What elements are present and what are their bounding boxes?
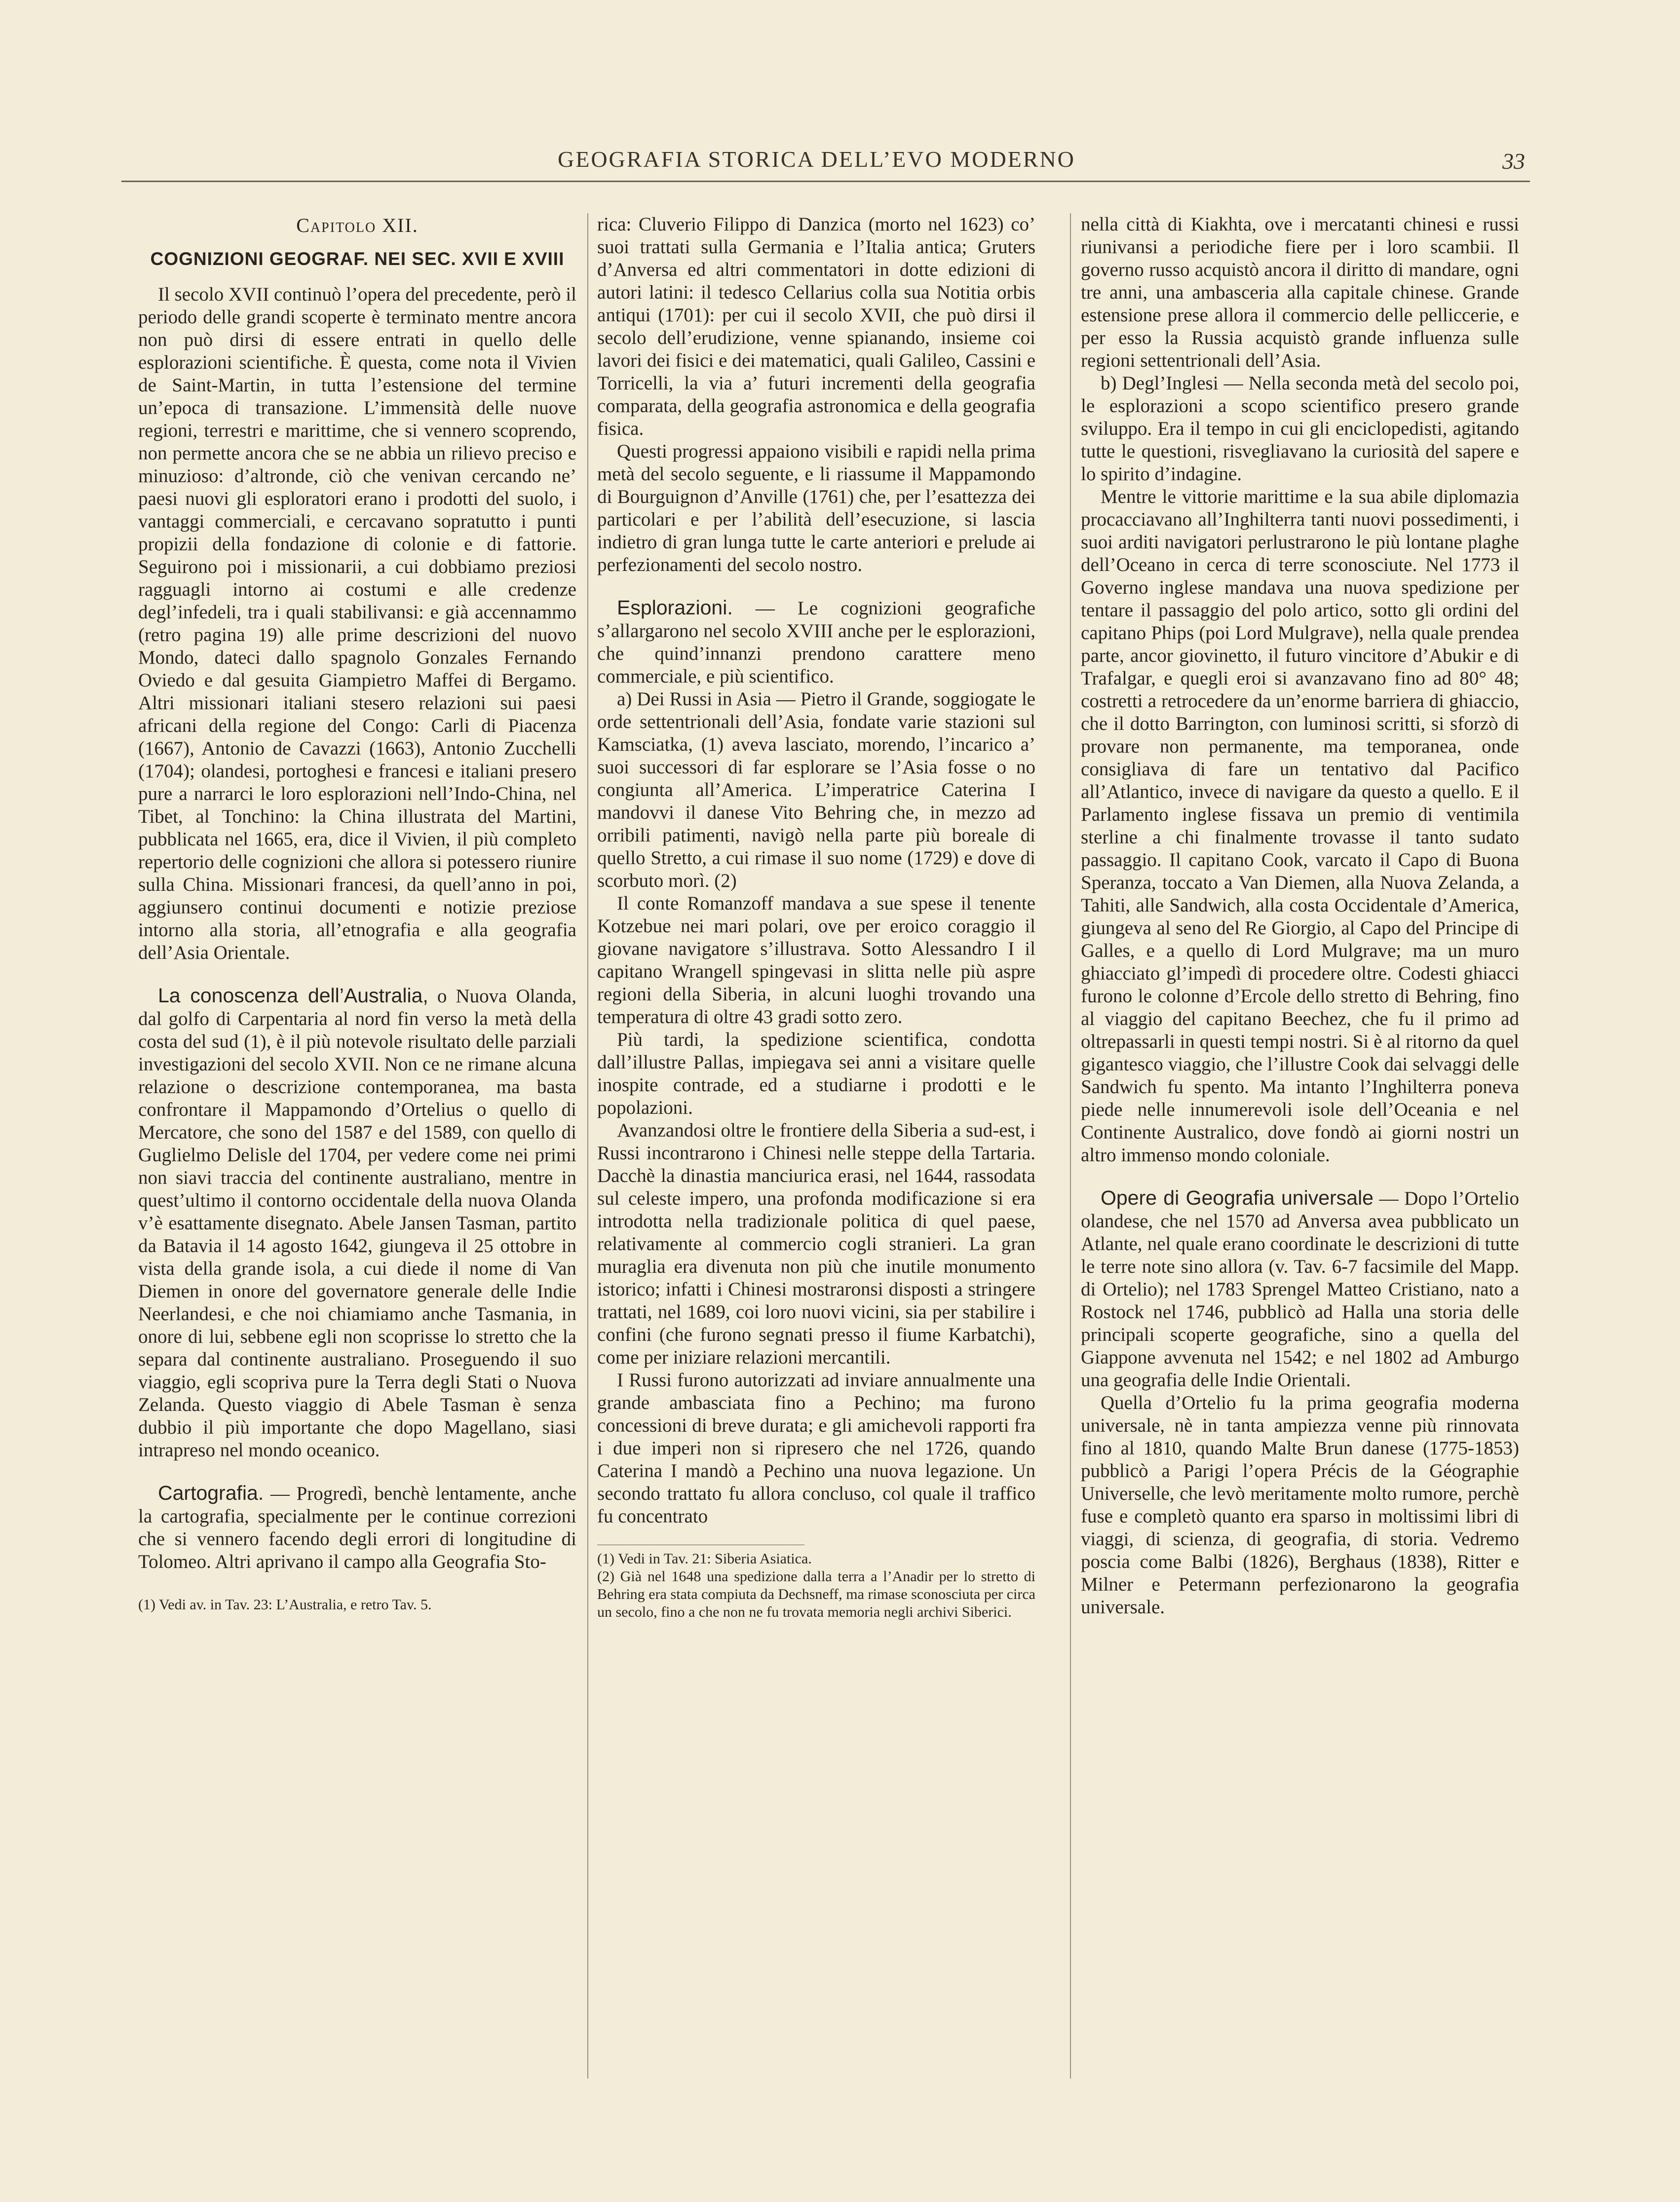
paragraph-text: — Progredì, benchè lentamente, anche la cartografia, specialmente per le continue correzioni che si vennero facendo degli errori di longitudine di Tolomeo. Altri aprivano il campo alla Geografia Sto- bbox=[138, 1483, 576, 1572]
paragraph-text: — Le cognizioni geografiche s’allargarono nel secolo XVIII anche per le esplorazioni, che quind’innanzi prendono carattere meno commerciale, e più scientifico. bbox=[597, 598, 1035, 687]
footnote: (1) Vedi av. in Tav. 23: L’Australia, e retro Tav. 5. bbox=[138, 1596, 432, 1613]
paragraph-opere bbox=[1081, 1186, 1519, 1392]
chapter-label: Capitolo XII. bbox=[296, 214, 419, 236]
footnote: (2) Già nel 1648 una spedizione dalla terra a l’Anadir per lo stretto di Behring era stata compiuta da Dechsneff, ma rimase sconosciuta per circa un secolo, fino a che non ne fu trovata memoria negli archivi Siberici. bbox=[597, 1568, 1035, 1620]
chapter-title: COGNIZIONI GEOGRAF. NEI SEC. XVII E XVIII bbox=[150, 249, 565, 269]
column-2 bbox=[597, 213, 1035, 2167]
paragraph: rica: Cluverio Filippo di Danzica (morto nel 1623) co’ suoi trattati sulla Germania e l’Italia antica; Gruters d’Anversa ed altri commentatori in dotte edizioni di autori latini: il tedesco Cellarius colla sua Notitia orbis antiqui (1701): per cui il secolo XVII, che può dirsi il secolo dell’erudizione, venne spianando, insieme coi lavori dei fisici e dei matematici, quali Galileo, Cassini e Torricelli, la via a’ futuri incrementi della geografia comparata, della geografia astronomica e della geografia fisica. bbox=[597, 214, 1035, 439]
paragraph: Quella d’Ortelio fu la prima geografia moderna universale, nè in tanta ampiezza venne più rinnovata fino al 1810, quando Malte Brun danese (1775-1853) pubblicò a Parigi l’opera Précis de la Géographie Universelle, che levò meritamente molto rumore, perchè fuse e completò quanto era sparso in moltissimi libri di viaggi, di scienza, di geografia, di storia. Vedremo poscia come Balbi (1826), Berghaus (1838), Ritter e Milner e Petermann perfezionarono la geografia universale. bbox=[1081, 1392, 1519, 1618]
page-number: 33 bbox=[1502, 149, 1525, 174]
column-divider bbox=[587, 213, 588, 2079]
paragraph: Il conte Romanzoff mandava a sue spese il tenente Kotzebue nei mari polari, ove per eroico coraggio il giovane navigatore s’illustrava. Sotto Alessandro I il capitano Wrangell spingevasi in slitta nelle più aspre regioni della Siberia, in alcuni luoghi trovando una temperatura di oltre 43 gradi sotto zero. bbox=[597, 893, 1035, 1027]
column-divider bbox=[1070, 213, 1071, 2079]
paragraph-esplorazioni bbox=[597, 596, 1035, 688]
paragraph: Mentre le vittorie marittime e la sua abile diplomazia procacciavano all’Inghilterra tanti nuovi possedimenti, i suoi arditi navigatori perlustrarono le più lontane plaghe dell’Oceano in cerca di terre sconosciute. Nel 1773 il Governo inglese mandava una nuova spedizione per tentare il passaggio del polo artico, sotto gli ordini del capitano Phips (poi Lord Mulgrave), nella quale prendea parte, ancor giovinetto, il futuro vincitore d’Abukir e di Trafalgar, e quegli eroi si avanzavano fino ad 80° 48; costretti a retrocedere da un’enorme barriera di ghiaccio, che il dotto Barrington, con luminosi scritti, si sforzò di provare non permanente, ma temporanea, onde consigliava di fare un tentativo dal Pacifico all’Atlantico, invece di navigare da questo a quello. E il Parlamento inglese fissava un premio di ventimila sterline a chi finalmente trovasse il tanto sudato passaggio. Il capitano Cook, varcato il Capo di Buona Speranza, toccato a Van Diemen, alla Nuova Zelanda, a Tahiti, alle Sandwich, alla costa Occidentale d’America, giungeva al seno del Re Giorgio, al Capo del Principe di Galles, e a quello di Lord Mulgrave; ma un muro ghiacciato gl’impedì di procedere oltre. Codesti ghiacci furono le colonne d’Ercole dello stretto di Behring, fino al viaggio del capitano Beechez, che fu il primo ad oltrepassarli in questi tempi nostri. Si è al ritorno da quel gigantesco viaggio, che l’illustre Cook dai selvaggi delle Sandwich fu spento. Ma intanto l’Inghilterra poneva piede nelle innumerevoli isole dell’Oceania e nel Continente Australico, dove fondò ai giorni nostri un altro immenso mondo coloniale. bbox=[1081, 486, 1519, 1166]
paragraph: Più tardi, la spedizione scientifica, condotta dall’illustre Pallas, impiegava sei anni a visitare quelle inospite contrade, ed a studiarne i prodotti e le popolazioni. bbox=[597, 1029, 1035, 1118]
header-rule bbox=[121, 181, 1530, 182]
paragraph: b) Degl’Inglesi — Nella seconda metà del secolo poi, le esplorazioni a scopo scientifico presero grande sviluppo. Era il tempo in cui gli enciclopedisti, agitando tutte le questioni, risvegliavano la curiosità del sapere e lo spirito d’indagine. bbox=[1081, 373, 1519, 485]
paragraph: a) Dei Russi in Asia — Pietro il Grande, soggiogate le orde settentrionali dell’Asia, fondate varie stazioni sul Kamsciatka, (1) aveva lasciato, morendo, l’incarico a’ suoi successori di far esplorare se l’Asia fosse o no congiunta all’America. L’imperatrice Caterina I mandovvi il danese Vito Behring che, in mezzo ad orribili patimenti, navigò nella parte più boreale di quello Stretto, a cui rimase il suo nome (1729) e dove di scorbuto morì. (2) bbox=[597, 688, 1035, 891]
section-heading-opere: Opere di Geografia universale bbox=[1101, 1186, 1374, 1209]
paragraph: Questi progressi appaiono visibili e rapidi nella prima metà del secolo seguente, e li riassume il Mappamondo di Bourguignon d’Anville (1761) che, per l’esattezza dei particolari e per l’abilità dell’esecuzione, si lascia indietro di gran lunga tutte le carte anteriori e prelude ai perfezionamenti del secolo nostro. bbox=[597, 441, 1035, 575]
paragraph-cartografia bbox=[138, 1481, 576, 1573]
paragraph-text: o Nuova Olanda, dal golfo di Carpentaria al nord fin verso la metà della costa del sud (1), è il più notevole risultato delle parziali investigazioni del secolo XVII. Non ce ne rimane alcuna relazione o descrizione contemporanea, ma basta confrontare il Mappamondo d’Ortelius o quello di Mercatore, che sono del 1587 e del 1589, con quello di Guglielmo Delisle del 1704, per vedere come nei primi non siavi traccia del continente australiano, mentre in quest’ultimo il contorno occidentale della nuova Olanda v’è esattamente disegnato. Abele Jansen Tasman, partito da Batavia il 14 agosto 1642, giungeva il 25 ottobre in vista della grande isola, a cui diede il nome di Van Diemen in onore del governatore generale delle Indie Neerlandesi, e che noi chiamiamo anche Tasmania, in onore di lui, sebbene egli non scoprisse lo stretto che la separa dal continente australiano. Proseguendo il suo viaggio, egli scopriva pure la Terra degli Stati o Nuova Zelanda. Questo viaggio di Abele Tasman è senza dubbio il più importante che dopo Magellano, siasi intrapreso nel mondo oceanico. bbox=[138, 986, 576, 1461]
paragraph-text: — Dopo l’Ortelio olandese, che nel 1570 ad Anversa avea pubblicato un Atlante, nel quale erano coordinate le descrizioni di tutte le terre note sino allora (v. Tav. 6-7 facsimile del Mapp. di Ortelio); nel 1783 Sprengel Matteo Cristiano, nato a Rostock nel 1746, pubblicò ad Halla una storia delle principali scoperte geografiche, sino a quella del Giappone avvenuta nel 1542; e nel 1802 ad Amburgo una geografia delle Indie Orientali. bbox=[1081, 1188, 1519, 1391]
paragraph: I Russi furono autorizzati ad inviare annualmente una grande ambasciata fino a Pechino; ma furono concessioni di breve durata; e gli amichevoli rapporti fra i due imperi non si ripresero che nel 1726, quando Caterina I mandò a Pechino una nuova legazione. Un secondo trattato fu allora concluso, col quale il traffico fu concentrato bbox=[597, 1369, 1035, 1527]
column-3 bbox=[1081, 213, 1519, 2167]
paragraph-australia bbox=[138, 984, 576, 1462]
column-1 bbox=[138, 213, 576, 2167]
paragraph: Il secolo XVII continuò l’opera del precedente, però il periodo delle grandi scoperte è terminato mentre ancora non può dirsi di essere entrati in quello delle esplorazioni scientifiche. È questa, come nota il Vivien de Saint-Martin, in tutta l’estensione del termine un’epoca di transazione. L’immensità delle nuove regioni, terrestri e marittime, che si vennero scoprendo, non permette ancora che se ne abbia un rilievo preciso e minuzioso: d’altronde, ciò che venivan cercando ne’ paesi nuovi gli esploratori erano i prodotti del suolo, i vantaggi commerciali, e cercavano sopratutto i punti propizii della fondazione di colonie e di fattorie. Seguirono poi i missionarii, a cui dobbiamo preziosi ragguagli intorno ai costumi e alle credenze degl’infedeli, tra i quali stabilivansi: e già accennammo (retro pagina 19) alle prime descrizioni del nuovo Mondo, dateci dallo spagnolo Gonzales Fernando Oviedo e dal gesuita Giampietro Maffei di Bergamo. Altri missionari italiani stesero relazioni sui paesi africani della regione del Congo: Carli di Piacenza (1667), Antonio de Cavazzi (1663), Antonio Zucchelli (1704); olandesi, portoghesi e francesi e italiani presero pure a narrarci le loro esplorazioni nell’Indo-China, nel Tibet, al Tonchino: la China illustrata del Martini, pubblicata nel 1665, era, dice il Vivien, il più completo repertorio delle cognizioni che allora si potessero riunire sulla China. Missionari francesi, da quell’anno in poi, aggiunsero continui documenti e notizie preziose intorno alla storia, all’etnografia e alla geografia dell’Asia Orientale. bbox=[138, 284, 576, 963]
section-heading-esplorazioni: Esplorazioni. bbox=[617, 596, 733, 619]
paragraph: nella città di Kiakhta, ove i mercatanti chinesi e russi riunivansi a periodiche fiere per i loro scambii. Il governo russo acquistò ancora il diritto di mandare, ogni tre anni, una ambasceria alla capitale chinese. Grande estensione prese allora il commercio delle pelliccerie, e per esso la Russia acquistò grande influenza sulle regioni settentrionali dell’Asia. bbox=[1081, 214, 1519, 371]
section-heading-australia: La conoscenza dell’Australia, bbox=[158, 984, 428, 1007]
footnote: (1) Vedi in Tav. 21: Siberia Asiatica. bbox=[597, 1551, 812, 1567]
running-head: GEOGRAFIA STORICA DELL’EVO MODERNO bbox=[558, 147, 1075, 172]
section-heading-cartografia: Cartografia. bbox=[158, 1481, 264, 1504]
paragraph: Avanzandosi oltre le frontiere della Siberia a sud-est, i Russi incontrarono i Chinesi nelle steppe della Tartaria. Dacchè la dinastia manciurica erasi, nel 1644, rassodata sul celeste impero, una profonda modificazione si era introdotta nella tradizionale politica di quel paese, relativamente al commercio cogli stranieri. La gran muraglia era divenuta non più che inutile monumento istorico; infatti i Chinesi mostraronsi disposti a stringere trattati, nel 1689, coi loro nuovi vicini, sia per stabilire i confini (che furono segnati presso il fiume Karbatchi), come per iniziare relazioni mercantili. bbox=[597, 1120, 1035, 1368]
